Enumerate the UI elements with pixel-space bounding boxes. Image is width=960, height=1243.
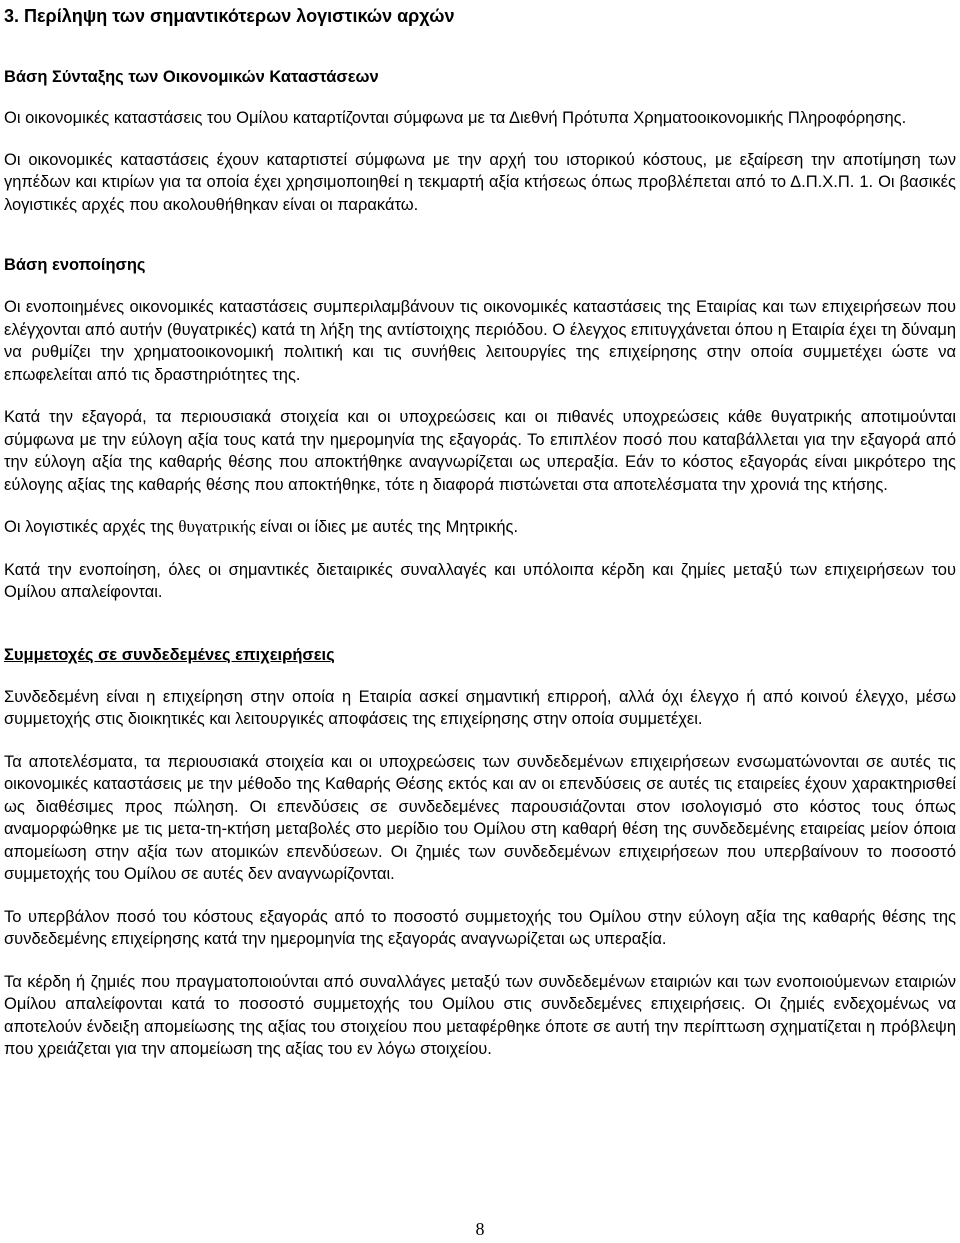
basis-paragraph-2: Οι οικονομικές καταστάσεις έχουν καταρτιστεί σύμφωνα με την αρχή του ιστορικού κόστους, με εξαίρεση την αποτίμηση των γηπέδων και κτιρίων για τα οποία έχει χρησιμοποιηθεί η τεκμαρτή αξία κτήσεως όπως προβλέπεται από το Δ.Π.Χ.Π. 1. Οι βασικές λογιστικές αρχές που ακολουθήθηκαν είναι οι παρακάτω. — [4, 150, 956, 214]
consolidation-paragraph-3 — [4, 516, 956, 539]
basis-paragraph-1: Οι οικονομικές καταστάσεις του Ομίλου καταρτίζονται σύμφωνα με τα Διεθνή Πρότυπα Χρηματοοικονομικής Πληροφόρησης. — [4, 109, 907, 127]
consolidation-heading: Βάση ενοποίησης — [4, 256, 146, 274]
consolidation-p3-before: Οι λογιστικές αρχές της — [4, 518, 179, 536]
document-page — [4, 0, 956, 1061]
consolidation-p3-word: θυγατρικής — [178, 517, 256, 536]
consolidation-paragraph-4: Κατά την ενοποίηση, όλες οι σημαντικές διεταιρικές συναλλαγές και υπόλοιπα κέρδη και ζημίες μεταξύ των επιχειρήσεων του Ομίλου απαλείφονται. — [4, 560, 956, 601]
associates-heading: Συμμετοχές σε συνδεδεμένες επιχειρήσεις — [4, 645, 335, 664]
consolidation-paragraph-1: Οι ενοποιημένες οικονομικές καταστάσεις συμπεριλαμβάνουν τις οικονομικές καταστάσεις της Εταιρίας και των επιχειρήσεων που ελέγχονται από αυτήν (θυγατρικές) κατά τη λήξη της αντίστοιχης περιόδου. Ο έλεγχος επιτυγχάνεται όπου η Εταιρία έχει τη δύναμη να ρυθμίζει την χρηματοοικονομική πολιτική και τις συνήθεις λειτουργίες της επιχείρησης στην οποία συμμετέχει ώστε να επωφελείται από τις δραστηριότητες της. — [4, 298, 956, 384]
associates-paragraph-2: Τα αποτελέσματα, τα περιουσιακά στοιχεία και οι υποχρεώσεις των συνδεδεμένων επιχειρήσεων ενσωματώνονται σε αυτές τις οικονομικές καταστάσεις με την μέθοδο της Καθαρής Θέσης εκτός και αν οι επενδύσεις σε αυτές τις εταιρείες έχουν χαρακτηρισθεί ως διαθέσιμες προς πώληση. Οι επενδύσεις σε συνδεδεμένες παρουσιάζονται στον ισολογισμό στο κόστος τους όπως αναμορφώθηκε με τις μετα-τη-κτήση μεταβολές στο μερίδιο του Ομίλου στη καθαρή θέση της συνδεδεμένης εταιρείας μείον όποια απομείωση στην αξία των ατομικών επενδύσεων. Οι ζημιές των συνδεδεμένων επιχειρήσεων που υπερβαίνουν το ποσοστό συμμετοχής του Ομίλου σε αυτές δεν αναγνωρίζονται. — [4, 752, 956, 883]
associates-paragraph-3: Το υπερβάλον ποσό του κόστους εξαγοράς από το ποσοστό συμμετοχής του Ομίλου στην εύλογη αξία της καθαρής θέσης της συνδεδεμένης επιχείρησης κατά την ημερομηνία της εξαγοράς αναγνωρίζεται ως υπεραξία. — [4, 907, 956, 948]
associates-paragraph-4: Τα κέρδη ή ζημιές που πραγματοποιούνται από συναλλάγες μεταξύ των συνδεδεμένων εταιριών και των ενοποιούμενων εταιριών Ομίλου απαλείφονται κατά το ποσοστό συμμετοχής του Ομίλου στις συνδεδεμένες επιχειρήσεις. Οι ζημιές ενδεχομένως να αποτελούν ένδειξη απομείωσης της αξίας του στοιχείου που μεταφέρθηκε όποτε σε αυτή την περίπτωση σχηματίζεται η πρόβλεψη που χρειάζεται για την απομείωση της αξίας του εν λόγω στοιχείου. — [4, 972, 956, 1058]
consolidation-paragraph-2: Κατά την εξαγορά, τα περιουσιακά στοιχεία και οι υποχρεώσεις και οι πιθανές υποχρεώσεις κάθε θυγατρικής αποτιμούνται σύμφωνα με την εύλογη αξία τους κατά την ημερομηνία της εξαγοράς. Το επιπλέον ποσό που καταβάλλεται για την εξαγορά από την εύλογη αξία της καθαρής θέσης που αποκτήθηκε αναγνωρίζεται ως υπεραξία. Εάν το κόστος εξαγοράς είναι μικρότερο της εύλογης αξίας της καθαρής θέσης που αποκτήθηκε, τότε η διαφορά πιστώνεται στα αποτελέσματα την χρονιά της κτήσης. — [4, 408, 956, 494]
basis-heading: Βάση Σύνταξης των Οικονομικών Καταστάσεων — [4, 68, 379, 86]
consolidation-p3-after: είναι οι ίδιες με αυτές της Μητρικής. — [255, 518, 519, 536]
associates-paragraph-1: Συνδεδεμένη είναι η επιχείρηση στην οποία η Εταιρία ασκεί σημαντική επιρροή, αλλά όχι έλεγχο ή από κοινού έλεγχο, μέσω συμμετοχής στις διοικητικές και λειτουργικές αποφάσεις της επιχείρησης στην οποία συμμετέχει. — [4, 687, 956, 728]
section-title: 3. Περίληψη των σημαντικότερων λογιστικών αρχών — [4, 6, 455, 26]
page-number: 8 — [475, 1219, 485, 1239]
